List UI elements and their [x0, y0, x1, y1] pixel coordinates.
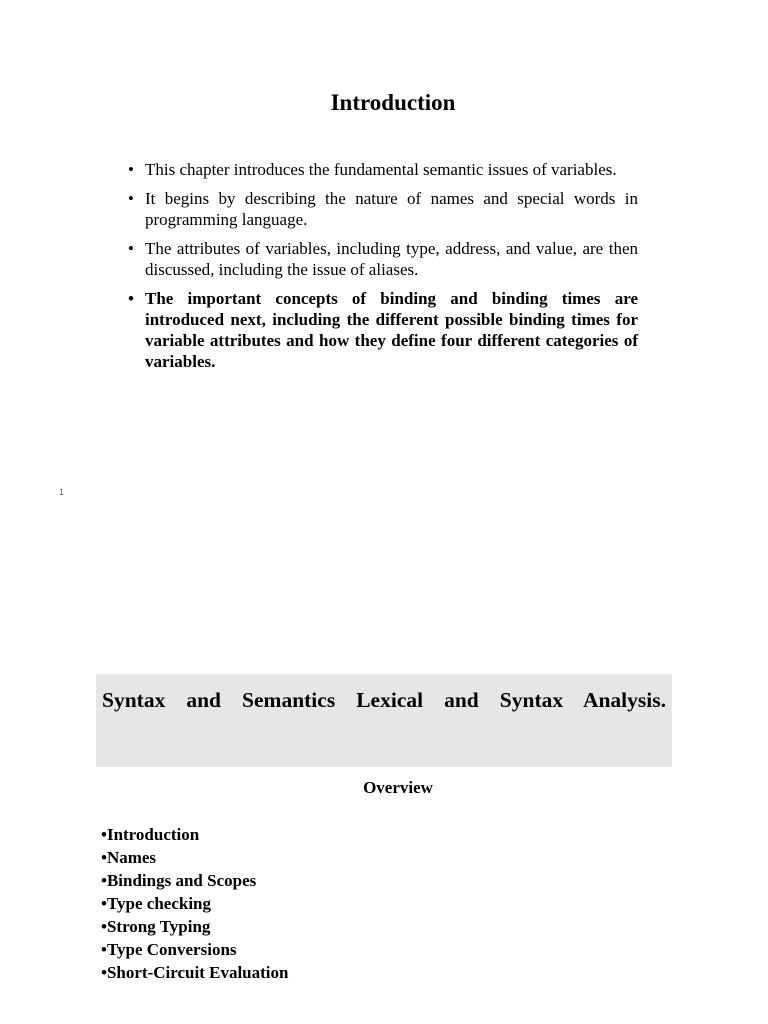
overview-item: •Introduction — [101, 825, 200, 844]
overview-item: •Short-Circuit Evaluation — [101, 963, 289, 982]
section-banner — [96, 674, 672, 767]
overview-item: •Type Conversions — [101, 940, 237, 959]
overview-item: •Strong Typing — [101, 917, 211, 936]
overview-list — [101, 823, 288, 984]
bullet-marker: • — [128, 239, 134, 258]
bullet-item — [128, 188, 638, 230]
bullet-item — [128, 159, 638, 180]
overview-heading: Overview — [363, 778, 433, 797]
bullet-text: The important concepts of binding and binding times are introduced next, including the different possible binding times for variable attributes and how they define four different categories of variables. — [145, 289, 638, 371]
slide-bullet-list — [128, 159, 638, 380]
bullet-marker: • — [128, 289, 134, 308]
bullet-text: This chapter introduces the fundamental semantic issues of variables. — [145, 160, 617, 179]
overview-item: •Names — [101, 848, 157, 867]
bullet-item — [128, 238, 638, 280]
page-number: 1 — [59, 487, 65, 497]
bullet-item — [128, 288, 638, 372]
slide-title: Introduction — [330, 90, 456, 115]
bullet-text: It begins by describing the nature of names and special words in programming language. — [145, 189, 638, 229]
overview-item: •Bindings and Scopes — [101, 871, 257, 890]
bullet-marker: • — [128, 189, 134, 208]
bullet-marker: • — [128, 160, 134, 179]
banner-title: Syntax and Semantics Lexical and Syntax Analysis. — [102, 688, 666, 712]
bullet-text: The attributes of variables, including type, address, and value, are then discussed, including the issue of aliases. — [145, 239, 638, 279]
overview-item: •Type checking — [101, 894, 212, 913]
